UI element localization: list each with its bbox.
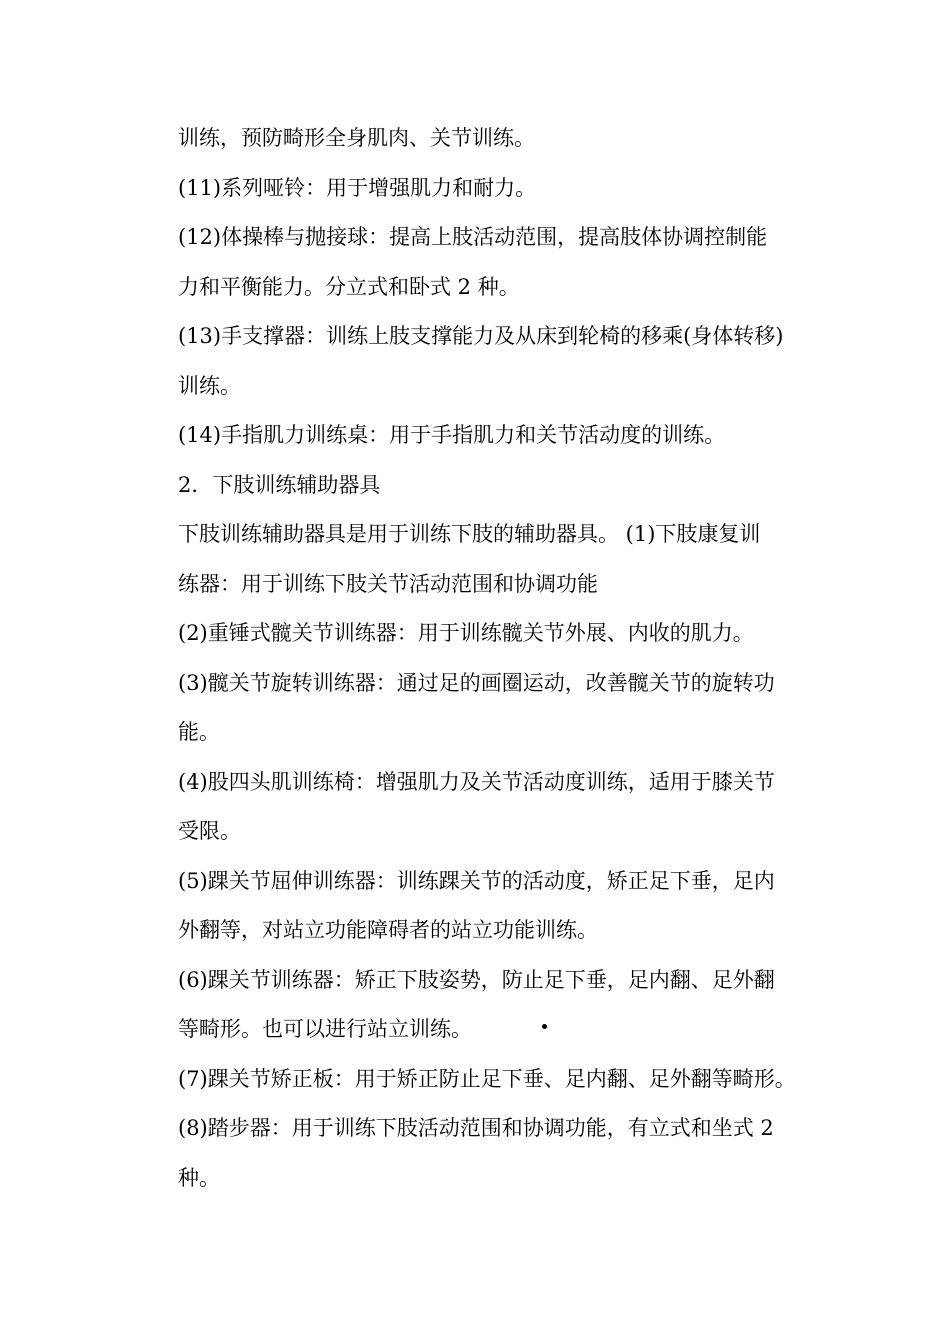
list-item-ankle-flexion: (5)踝关节屈伸训练器：训练踝关节的活动度，矫正足下垂，足内 bbox=[178, 868, 775, 893]
list-item-dumbbells: (11)系列哑铃：用于增强肌力和耐力。 bbox=[178, 175, 537, 200]
text-line: 受限。 bbox=[178, 819, 241, 843]
text-line: 力和平衡能力。分立式和卧式 2 种。 bbox=[178, 274, 520, 299]
list-item-quadriceps-chair: (4)股四头肌训练椅：增强肌力及关节活动度训练，适用于膝关节 bbox=[178, 769, 775, 794]
list-item-hip-rotation: (3)髋关节旋转训练器：通过足的画圈运动，改善髋关节的旋转功 bbox=[178, 670, 775, 695]
bullet-dot-mark bbox=[542, 1024, 547, 1029]
section-heading: 2．下肢训练辅助器具 bbox=[178, 472, 381, 497]
list-item-ankle-board: (7)踝关节矫正板：用于矫正防止足下垂、足内翻、足外翻等畸形。 bbox=[178, 1066, 796, 1091]
list-item-hand-support: (13)手支撑器：训练上肢支撑能力及从床到轮椅的移乘(身体转移) bbox=[178, 324, 784, 348]
text-line: 种。 bbox=[178, 1165, 220, 1190]
text-line: 等畸形。也可以进行站立训练。 bbox=[178, 1017, 472, 1041]
section-intro: 下肢训练辅助器具是用于训练下肢的辅助器具。 (1)下肢康复训 bbox=[178, 522, 761, 546]
list-item-stepper: (8)踏步器：用于训练下肢活动范围和协调功能，有立式和坐式 2 bbox=[178, 1116, 774, 1140]
text-line: 外翻等，对站立功能障碍者的站立功能训练。 bbox=[178, 918, 598, 942]
text-line: 练器：用于训练下肢关节活动范围和协调功能 bbox=[178, 571, 598, 596]
list-item-gym-stick: (12)体操棒与抛接球：提高上肢活动范围，提高肢体协调控制能 bbox=[178, 225, 768, 249]
text-line: 训练，预防畸形全身肌肉、关节训练。 bbox=[178, 126, 535, 150]
text-line: 能。 bbox=[178, 720, 220, 744]
list-item-hip-trainer: (2)重锤式髋关节训练器：用于训练髋关节外展、内收的肌力。 bbox=[178, 621, 754, 645]
document-text bbox=[178, 114, 818, 1203]
text-line: 训练。 bbox=[178, 373, 241, 398]
list-item-finger-table: (14)手指肌力训练桌：用于手指肌力和关节活动度的训练。 bbox=[178, 423, 726, 447]
list-item-ankle-trainer: (6)踝关节训练器：矫正下肢姿势，防止足下垂，足内翻、足外翻 bbox=[178, 967, 775, 992]
